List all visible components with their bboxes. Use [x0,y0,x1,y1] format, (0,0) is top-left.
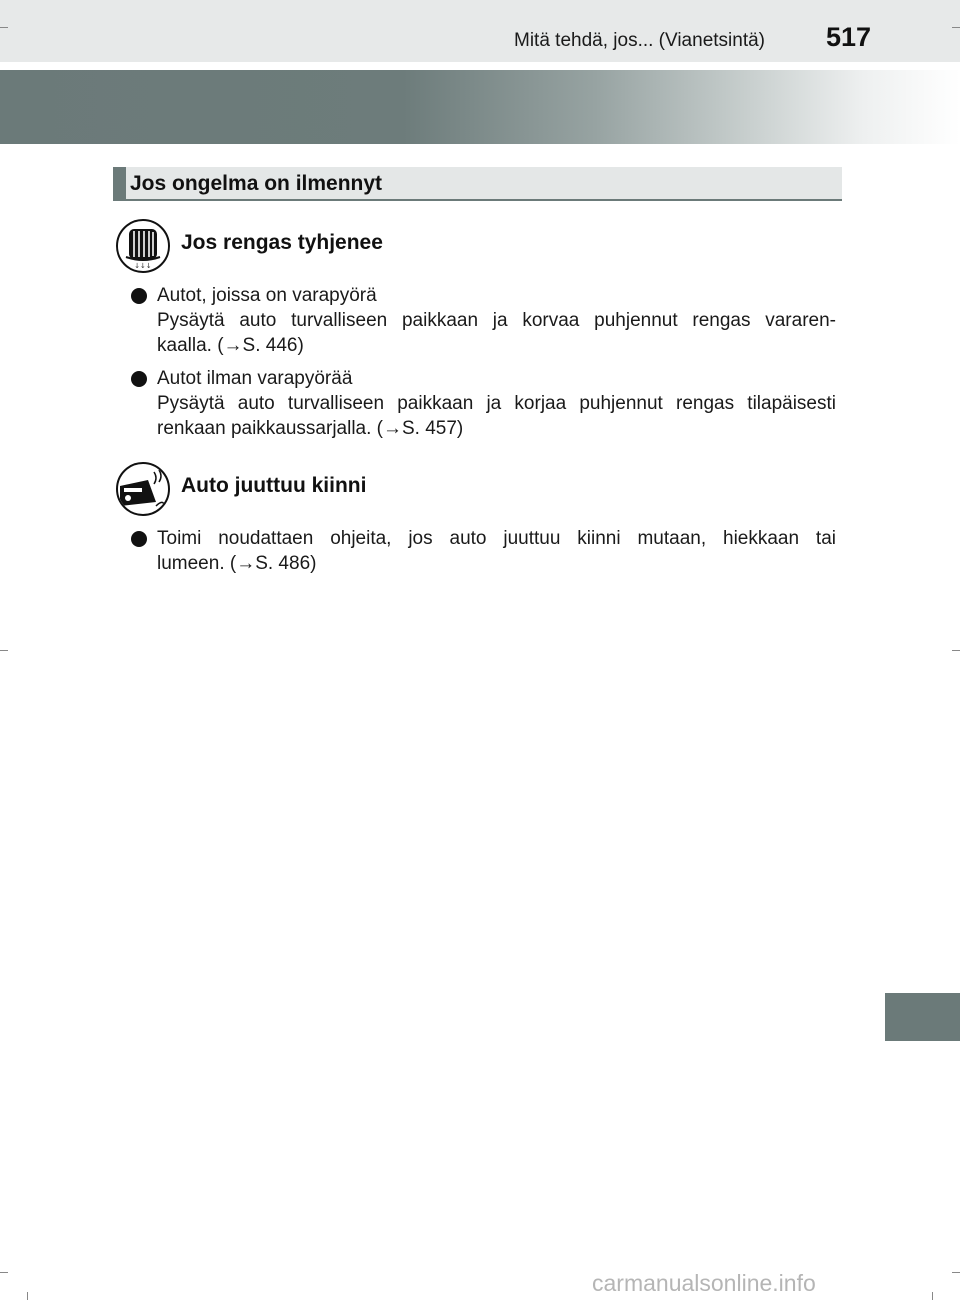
header-band [0,0,960,62]
crop-mark [27,1292,28,1300]
crop-mark [952,650,960,651]
crop-mark [952,1272,960,1273]
section-header [113,167,842,201]
page-number: 517 [826,22,872,52]
item-text-line: Pysäytä auto turvalliseen paikkaan ja korvaa puhjennut rengas vararen- [157,310,836,331]
item-text-line: renkaan paikkaussarjalla. (→S. 457) [157,418,464,439]
subsection-heading-flat-tire: Jos rengas tyhjenee [181,231,383,254]
subsection-heading-stuck-car: Auto juuttuu kiinni [181,474,367,497]
chapter-side-tab [885,993,960,1041]
stuck-car-icon [116,462,170,516]
crop-mark [932,1292,933,1300]
watermark: carmanualsonline.info [592,1270,816,1296]
crop-mark [0,650,8,651]
flat-tire-icon [116,219,170,273]
item-text-line: lumeen. (→S. 486) [157,553,317,574]
item-text-line: kaalla. (→S. 446) [157,335,304,356]
bullet [131,371,147,387]
bullet [131,288,147,304]
header-gradient-bar [0,70,960,144]
section-title: Jos ongelma on ilmennyt [130,172,383,195]
crop-mark [0,27,8,28]
bullet [131,531,147,547]
crop-mark [952,27,960,28]
item-text-line: Pysäytä auto turvalliseen paikkaan ja korjaa puhjennut rengas tilapäisesti [157,393,836,414]
item-title: Autot ilman varapyörää [157,368,353,389]
item-title: Autot, joissa on varapyörä [157,285,377,306]
crop-mark [0,1272,8,1273]
header-title: Mitä tehdä, jos... (Vianetsintä) [514,30,765,51]
item-text-line: Toimi noudattaen ohjeita, jos auto juuttuu kiinni mutaan, hiekkaan tai [157,528,836,549]
svg-text:↓↓↓: ↓↓↓ [134,262,152,270]
